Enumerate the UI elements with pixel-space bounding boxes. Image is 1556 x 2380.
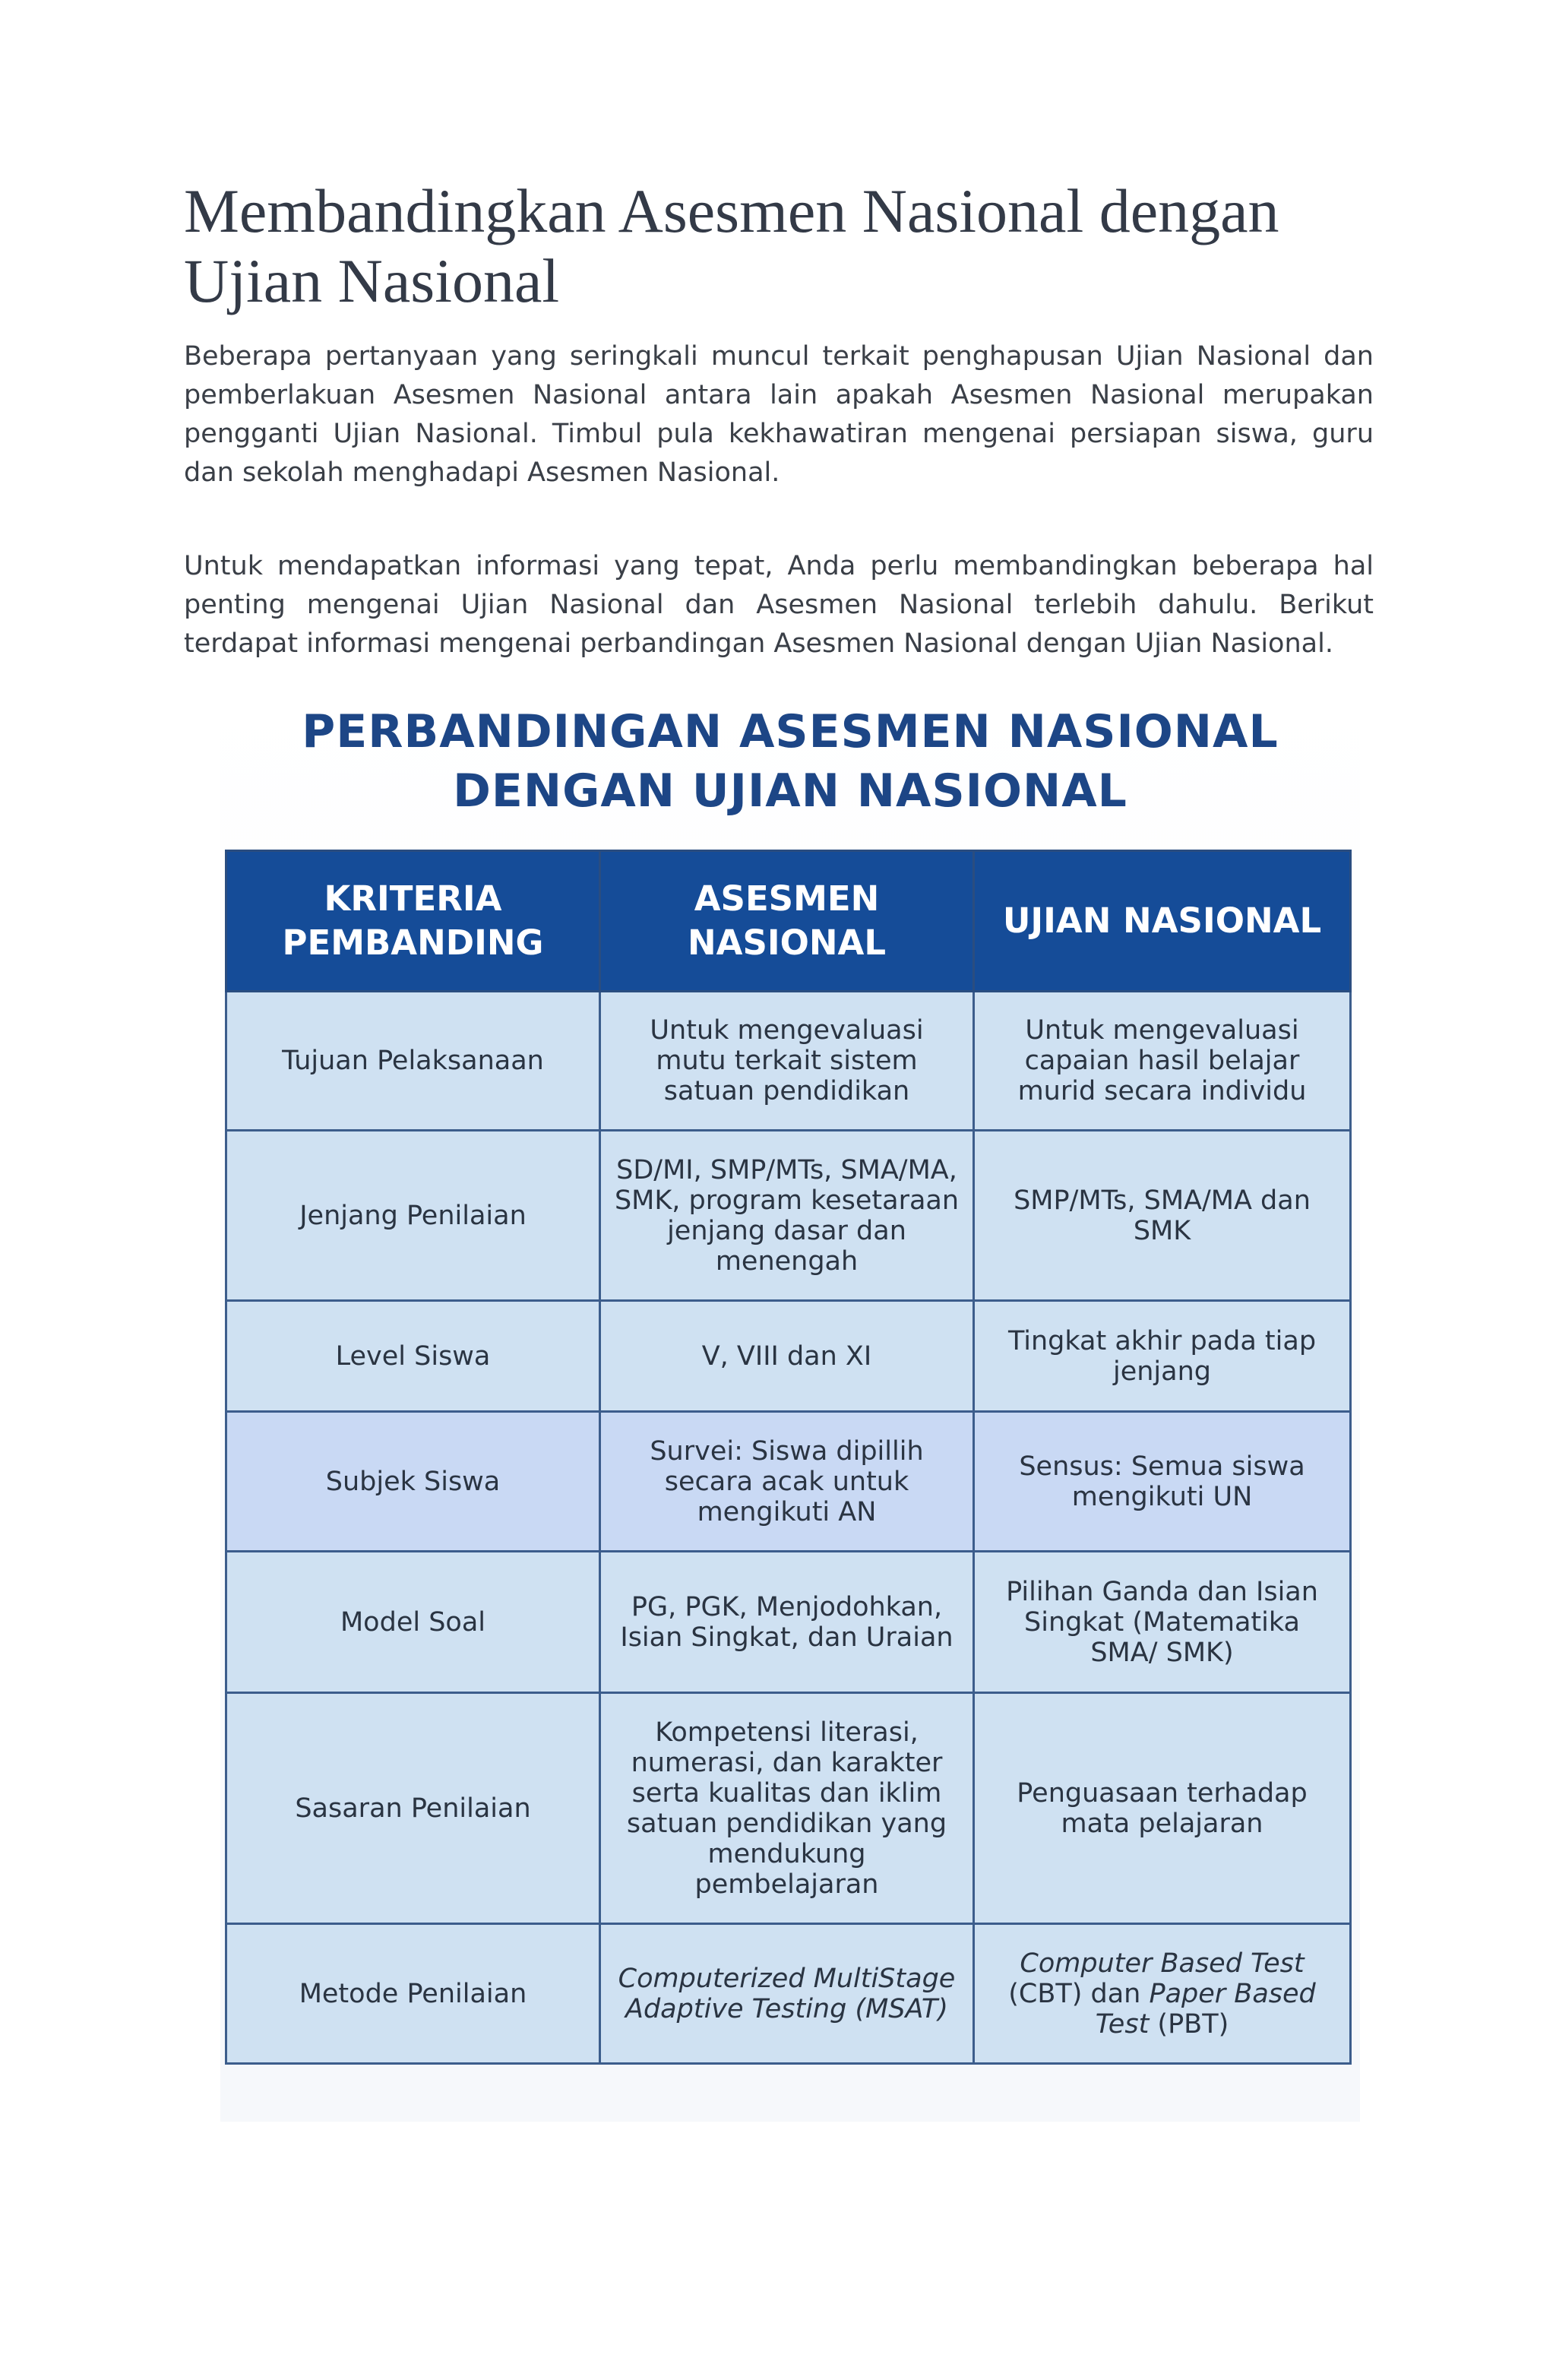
infographic-title-line1: PERBANDINGAN ASESMEN NASIONAL <box>302 705 1279 758</box>
asesmen-cell: SD/MI, SMP/MTs, SMA/MA, SMK, program kesetaraan jenjang dasar dan menengah <box>600 1131 974 1301</box>
ujian-method-cbt: Computer Based Test <box>1020 1948 1305 1979</box>
comparison-infographic <box>220 685 1360 2122</box>
asesmen-method-text: Computerized MultiStage Adaptive Testing (MSAT) <box>618 1963 956 2024</box>
ujian-method-pbt: Paper Based Test <box>1095 1978 1316 2040</box>
paragraph-intro: Beberapa pertanyaan yang seringkali muncul terkait penghapusan Ujian Nasional dan pemberlakuan Asesmen Nasional antara lain apakah Asesmen Nasional merupakan pengganti Ujian Nasional. Timbul pula kekhawatiran mengenai persiapan siswa, guru dan sekolah menghadapi Asesmen Nasional. <box>184 341 1374 488</box>
table-row <box>226 1552 1351 1693</box>
criteria-cell: Tujuan Pelaksanaan <box>226 992 600 1131</box>
header-asesmen: ASESMEN NASIONAL <box>600 851 974 992</box>
ujian-cell: Tingkat akhir pada tiap jenjang <box>974 1301 1351 1412</box>
criteria-cell: Sasaran Penilaian <box>226 1693 600 1924</box>
paragraph-comparison-intro: Untuk mendapatkan informasi yang tepat, Anda perlu membandingkan beberapa hal penting mengenai Ujian Nasional dan Asesmen Nasional terlebih dahulu. Berikut terdapat informasi mengenai perbandingan Asesmen Nasional dengan Ujian Nasional. <box>184 551 1374 659</box>
criteria-cell: Subjek Siswa <box>226 1412 600 1552</box>
ujian-cell: Penguasaan terhadap mata pelajaran <box>974 1693 1351 1924</box>
infographic-title <box>220 702 1360 821</box>
ujian-cell <box>974 1924 1351 2064</box>
asesmen-cell: Untuk mengevaluasi mutu terkait sistem satuan pendidikan <box>600 992 974 1131</box>
table-row <box>226 1131 1351 1301</box>
criteria-cell: Level Siswa <box>226 1301 600 1412</box>
asesmen-cell <box>600 1924 974 2064</box>
ujian-cell: Untuk mengevaluasi capaian hasil belajar murid secara individu <box>974 992 1351 1131</box>
table-row <box>226 1412 1351 1552</box>
ujian-cell: Sensus: Semua siswa mengikuti UN <box>974 1412 1351 1552</box>
table-row <box>226 1301 1351 1412</box>
asesmen-cell: Survei: Siswa dipillih secara acak untuk mengikuti AN <box>600 1412 974 1552</box>
table-row <box>226 992 1351 1131</box>
ujian-cell: Pilihan Ganda dan Isian Singkat (Matematika SMA/ SMK) <box>974 1552 1351 1693</box>
criteria-cell: Jenjang Penilaian <box>226 1131 600 1301</box>
header-ujian: UJIAN NASIONAL <box>974 851 1351 992</box>
comparison-table <box>225 850 1352 2065</box>
asesmen-cell: V, VIII dan XI <box>600 1301 974 1412</box>
criteria-cell: Model Soal <box>226 1552 600 1693</box>
table-header-row <box>226 851 1351 992</box>
asesmen-cell: PG, PGK, Menjodohkan, Isian Singkat, dan Uraian <box>600 1552 974 1693</box>
page-title: Membandingkan Asesmen Nasional dengan Ujian Nasional <box>184 176 1279 315</box>
table-row <box>226 1693 1351 1924</box>
ujian-method-cbt-abbr: (CBT) dan <box>1008 1978 1150 2009</box>
ujian-method-pbt-abbr: (PBT) <box>1149 2008 1229 2040</box>
ujian-cell: SMP/MTs, SMA/MA dan SMK <box>974 1131 1351 1301</box>
criteria-cell: Metode Penilaian <box>226 1924 600 2064</box>
header-criteria: KRITERIA PEMBANDING <box>226 851 600 992</box>
infographic-title-line2: DENGAN UJIAN NASIONAL <box>453 764 1127 818</box>
asesmen-cell: Kompetensi literasi, numerasi, dan karakter serta kualitas dan iklim satuan pendidikan yang mendukung pembelajaran <box>600 1693 974 1924</box>
table-row <box>226 1924 1351 2064</box>
